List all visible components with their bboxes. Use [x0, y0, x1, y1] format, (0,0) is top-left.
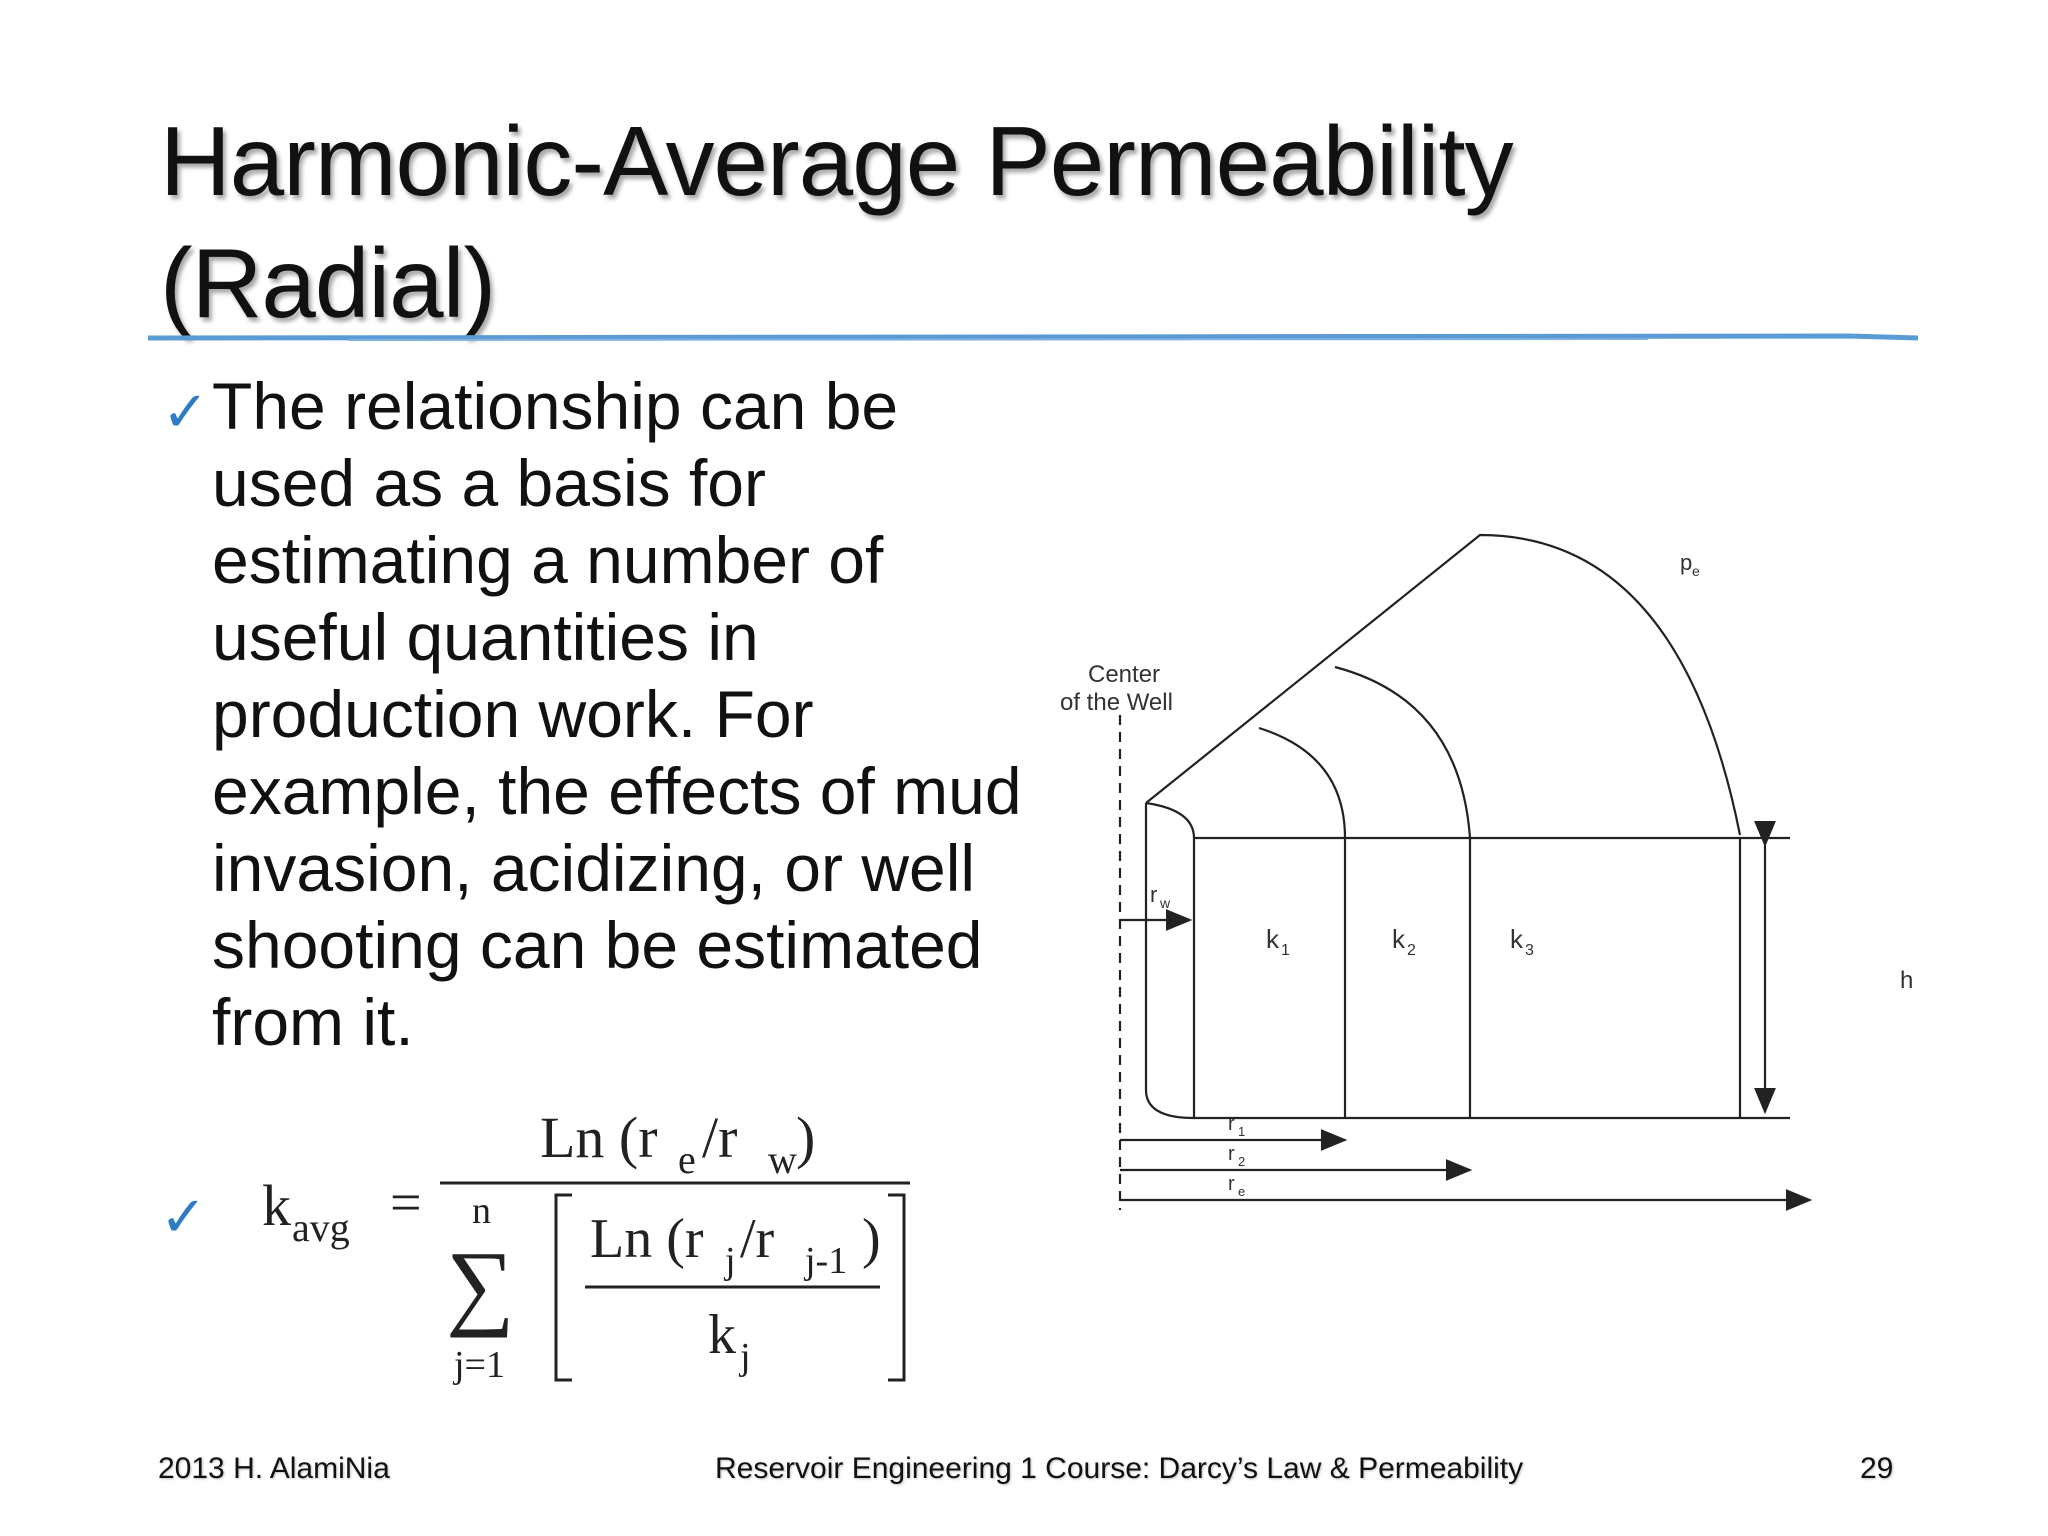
bullet-text: The relationship can be used as a basis for estimating a number of useful quantities in production work. For example, the effects of mud invasion, acidizing, or well shooting can be estimated from it. — [212, 369, 1022, 1059]
outer-boundary-arc — [1146, 535, 1740, 835]
title-underline — [148, 330, 1918, 346]
r2-label: r — [1228, 1143, 1235, 1165]
center-label-line1: Center — [1088, 661, 1161, 688]
slide-title — [160, 100, 1860, 344]
k1-label: k — [1266, 924, 1279, 954]
title-line-1: Harmonic-Average Permeability — [160, 106, 1513, 216]
formula-num-sub1: e — [678, 1137, 696, 1182]
formula-inner-sub1: j — [725, 1240, 736, 1282]
pe-label-sub: e — [1692, 563, 1700, 579]
k3-label-sub: 3 — [1525, 942, 1534, 959]
k2-label-sub: 2 — [1407, 942, 1416, 959]
formula-sum-lower: j=1 — [454, 1344, 505, 1386]
formula-sum-symbol: ∑ — [446, 1231, 515, 1338]
rw-label-sub: w — [1160, 895, 1171, 911]
harmonic-average-formula — [250, 1095, 950, 1395]
formula-num-sub2: w — [768, 1137, 797, 1182]
rw-label: r — [1150, 882, 1158, 907]
center-label-line2: of the Well — [1060, 689, 1173, 716]
r1-label: r — [1228, 1113, 1235, 1135]
r2-label-sub: 2 — [1238, 1154, 1246, 1169]
formula-equals: = — [390, 1172, 422, 1234]
k2-label: k — [1392, 924, 1405, 954]
formula-inner-close: ) — [862, 1208, 881, 1270]
k1-label-sub: 1 — [1281, 942, 1290, 959]
checkmark-icon: ✓ — [160, 1185, 207, 1250]
page-number: 29 — [1860, 1452, 1894, 1485]
title-line-2: (Radial) — [160, 228, 496, 338]
formula-num-slash: /r — [702, 1105, 738, 1170]
r1-label-sub: 1 — [1238, 1124, 1246, 1139]
formula-inner-den-sub: j — [740, 1336, 751, 1378]
footer-author: 2013 H. AlamiNia — [158, 1452, 390, 1485]
formula-inner-denominator: k — [708, 1304, 736, 1366]
radial-flow-diagram — [1040, 510, 1940, 1220]
wellbore-face — [1146, 803, 1194, 1118]
k3-label: k — [1510, 924, 1523, 954]
formula-inner-sub2: j-1 — [805, 1240, 848, 1282]
formula-sum-upper: n — [472, 1190, 491, 1232]
formula-inner-numerator: Ln (r — [590, 1208, 704, 1270]
formula-right-bracket — [888, 1195, 904, 1380]
re-label-sub: e — [1238, 1184, 1246, 1199]
re-label: r — [1228, 1173, 1235, 1195]
k2-boundary — [1335, 667, 1470, 1118]
formula-lhs-sub: avg — [292, 1205, 350, 1250]
h-label: h — [1900, 967, 1914, 994]
formula-inner-slash: /r — [740, 1208, 775, 1270]
formula-numerator: Ln (r — [540, 1105, 658, 1170]
footer-course-title: Reservoir Engineering 1 Course: Darcy’s Law & Permeability — [715, 1452, 1524, 1485]
formula-num-close: ) — [796, 1105, 816, 1170]
k1-boundary — [1259, 728, 1345, 1118]
formula-lhs: k — [262, 1173, 291, 1238]
pe-label: p — [1680, 550, 1693, 575]
formula-left-bracket — [556, 1195, 572, 1380]
checkmark-icon: ✓ — [162, 380, 209, 445]
